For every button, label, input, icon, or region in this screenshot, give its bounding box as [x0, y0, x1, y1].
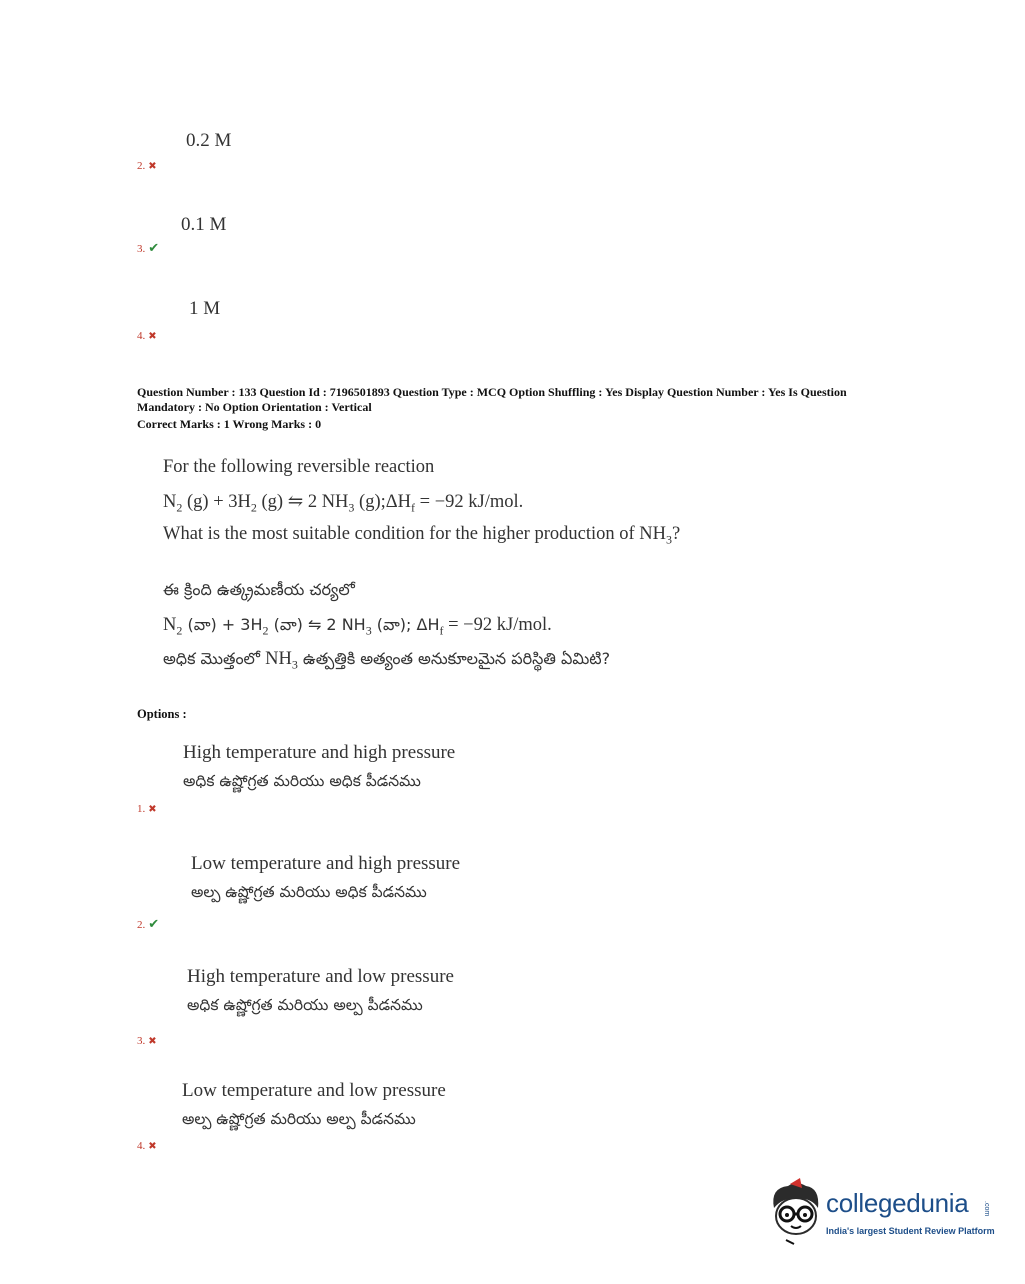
option-number: 2. — [137, 918, 146, 931]
mascot-icon — [766, 1178, 826, 1248]
option-4-number — [137, 1140, 157, 1152]
prev-option-4-number — [137, 330, 157, 342]
question-meta-line1: Question Number : 133 Question Id : 7196501893 Question Type : MCQ Option Shuffling : Yes Display Question Number : Yes Is Question Mandatory : No Option Orientation : Vertical — [137, 385, 847, 414]
option-1-number — [137, 803, 157, 815]
wrong-mark-icon: ✖ — [148, 1140, 157, 1152]
option-1-en: High temperature and high pressure — [183, 742, 456, 763]
option-number: 2. — [137, 160, 146, 172]
wrong-mark-icon: ✖ — [148, 160, 157, 172]
prev-option-3-number — [137, 241, 159, 256]
prev-option-4-text: 1 M — [189, 298, 221, 319]
collegedunia-logo — [766, 1178, 996, 1248]
question-en-equation: $N_2$ $(g) + 3H_2$ (g) ⇋ 2 $NH_3$ $(g);\Delta H_f = -92$ kJ/mol. — [163, 492, 524, 515]
option-number: 3. — [137, 242, 146, 255]
question-en-line3: What is the most suitable condition for the higher production of $NH_3$? — [163, 524, 681, 547]
option-2-number — [137, 917, 159, 932]
option-1 — [183, 742, 455, 794]
option-3-en: High temperature and low pressure — [187, 966, 454, 987]
option-number: 4. — [137, 330, 146, 342]
prev-option-2-number — [137, 160, 157, 172]
logo-brand-text: collegedunia — [826, 1188, 969, 1218]
prev-option-2-text: 0.2 M — [186, 130, 232, 151]
option-number: 1. — [137, 803, 146, 815]
question-en-line1: For the following reversible reaction — [163, 457, 435, 477]
option-2 — [191, 853, 460, 905]
question-te-line1: ఈ క్రింది ఉత్క్రమణీయ చర్యలో — [163, 580, 355, 599]
option-number: 4. — [137, 1140, 146, 1152]
option-1-te: అధిక ఉష్ణోగ్రత మరియు అధిక పీడనము — [183, 772, 421, 790]
prev-option-3-text: 0.1 M — [181, 214, 227, 235]
wrong-mark-icon: ✖ — [148, 1035, 157, 1047]
question-te-equation: $N_2$ (వా) + $3H_2$ (వా) ⇋ 2 $NH_3$ (వా); $\Delta H_f = -92$ kJ/mol. — [163, 615, 552, 638]
logo-dotcom: .com — [983, 1201, 990, 1217]
question-meta-marks: Correct Marks : 1 Wrong Marks : 0 — [137, 417, 322, 431]
wrong-mark-icon: ✖ — [148, 803, 157, 815]
option-number: 3. — [137, 1035, 146, 1047]
question-te-line3: అధిక మొత్తంలో $NH_3$ ఉత్పత్తికి అత్యంత అనుకూలమైన పరిస్థితి ఏమిటి? — [163, 649, 611, 672]
options-label: Options : — [137, 707, 187, 721]
option-3-number — [137, 1035, 157, 1047]
option-4-te: అల్ప ఉష్ణోగ్రత మరియు అల్ప పీడనము — [182, 1110, 416, 1128]
correct-mark-icon: ✔ — [148, 917, 160, 932]
option-2-en: Low temperature and high pressure — [191, 853, 461, 874]
correct-mark-icon: ✔ — [148, 241, 160, 256]
wrong-mark-icon: ✖ — [148, 330, 157, 342]
option-3-te: అధిక ఉష్ణోగ్రత మరియు అల్ప పీడనము — [187, 996, 423, 1014]
option-4-en: Low temperature and low pressure — [182, 1080, 446, 1101]
logo-tagline: India's largest Student Review Platform — [826, 1226, 995, 1236]
option-4 — [182, 1080, 446, 1132]
option-3 — [187, 966, 454, 1018]
option-2-te: అల్ప ఉష్ణోగ్రత మరియు అధిక పీడనము — [191, 883, 427, 901]
